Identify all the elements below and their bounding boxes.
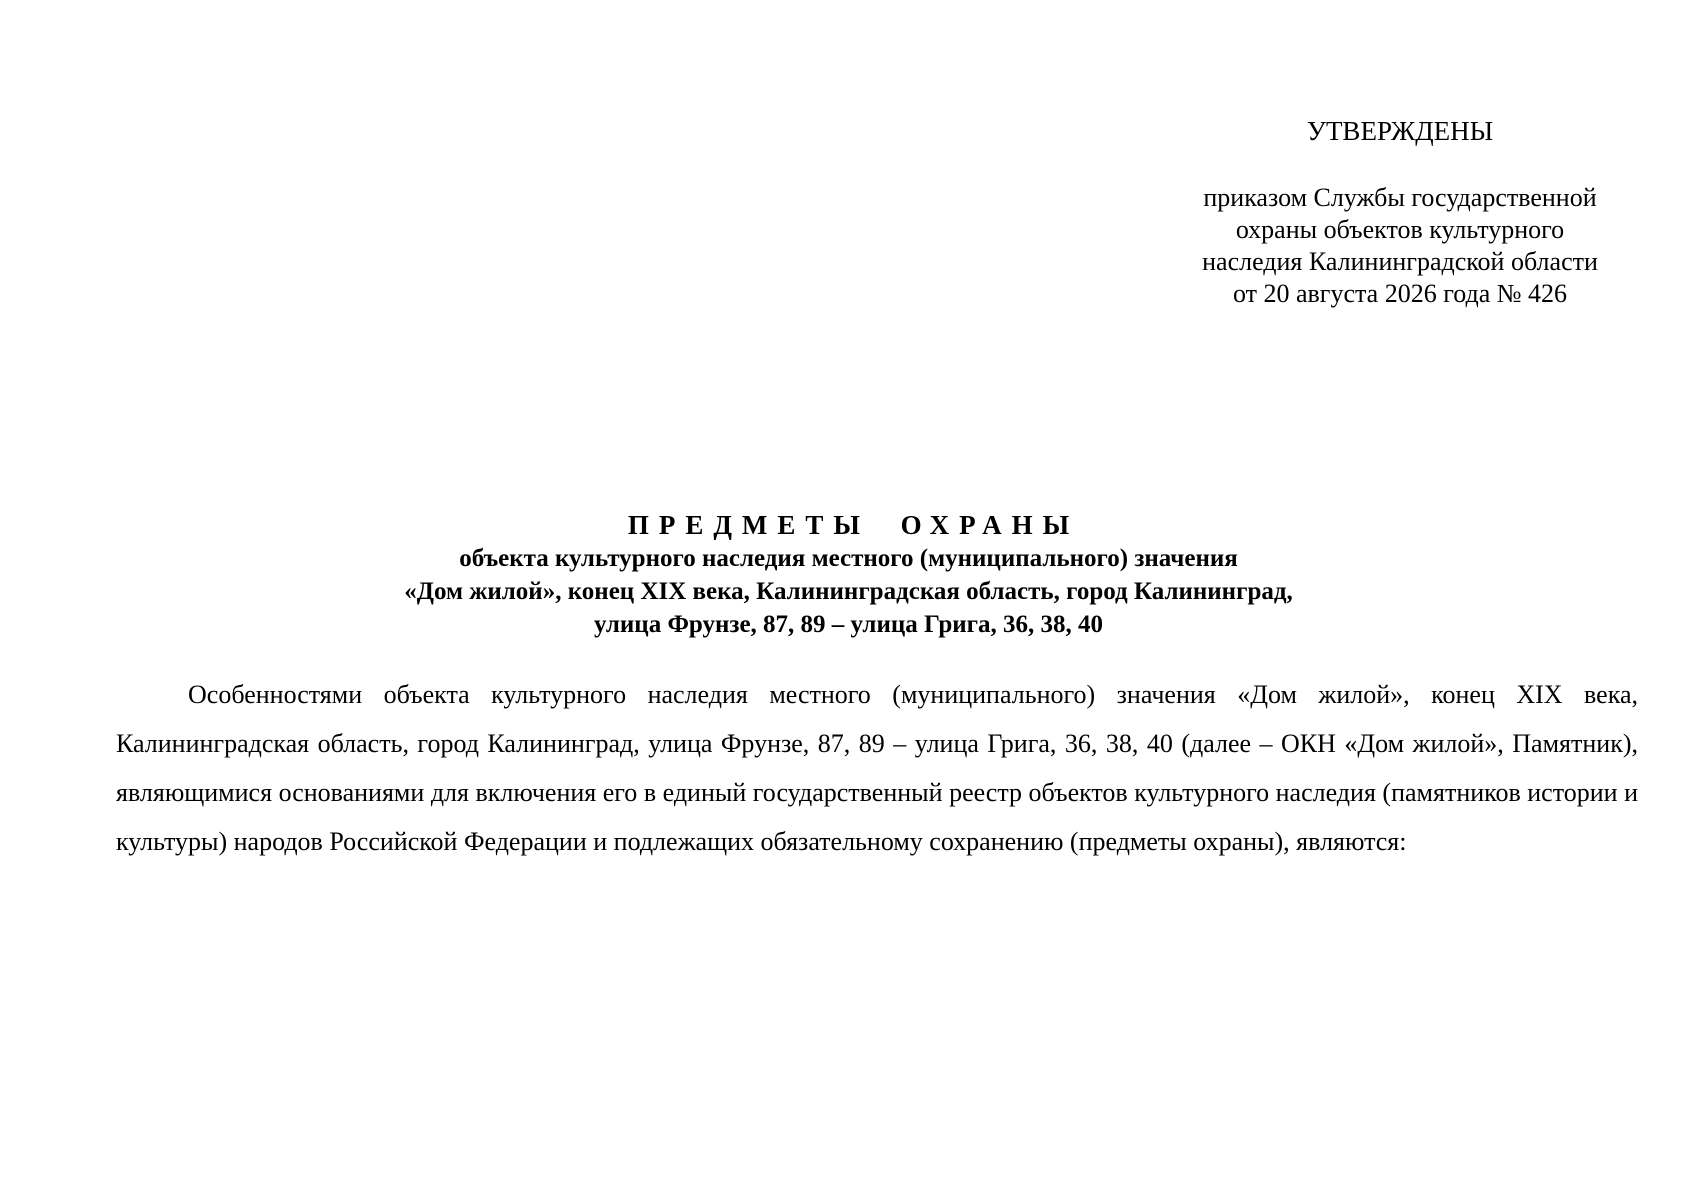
- approval-block: [1150, 182, 1650, 310]
- document-subtitle-line-2: «Дом жилой», конец XIX века, Калининградская область, город Калининград,: [404, 578, 1293, 605]
- document-title-block: [200, 508, 1497, 641]
- document-subtitle-line-3: улица Фрунзе, 87, 89 – улица Грига, 36, 38, 40: [593, 611, 1103, 638]
- approval-line-heritage: наследия Калининградской области: [1202, 247, 1598, 276]
- approval-line-order: приказом Службы государственной: [1203, 183, 1597, 212]
- document-subtitle-line-1: объекта культурного наследия местного (муниципального) значения: [459, 545, 1238, 572]
- document-title: ПРЕДМЕТЫ ОХРАНЫ: [627, 510, 1080, 540]
- approval-line-protection: охраны объектов культурного: [1235, 215, 1565, 244]
- approval-line-date-number: от 20 августа 2026 года № 426: [1232, 279, 1568, 308]
- body-paragraph: Особенностями объекта культурного наследия местного (муниципального) значения «Дом жилой», конец XIX века, Калининградская область, город Калининград, улица Фрунзе, 87, 89 – улица Грига, 36, 38, 40 (далее – ОКН «Дом жилой», Памятник), являющимися основаниями для включения его в единый государственный реестр объектов культурного наследия (памятников истории и культуры) народов Российской Федерации и подлежащих обязательному сохранению (предметы охраны), являются:: [116, 680, 1638, 856]
- approval-heading: УТВЕРЖДЕНЫ: [1306, 116, 1494, 146]
